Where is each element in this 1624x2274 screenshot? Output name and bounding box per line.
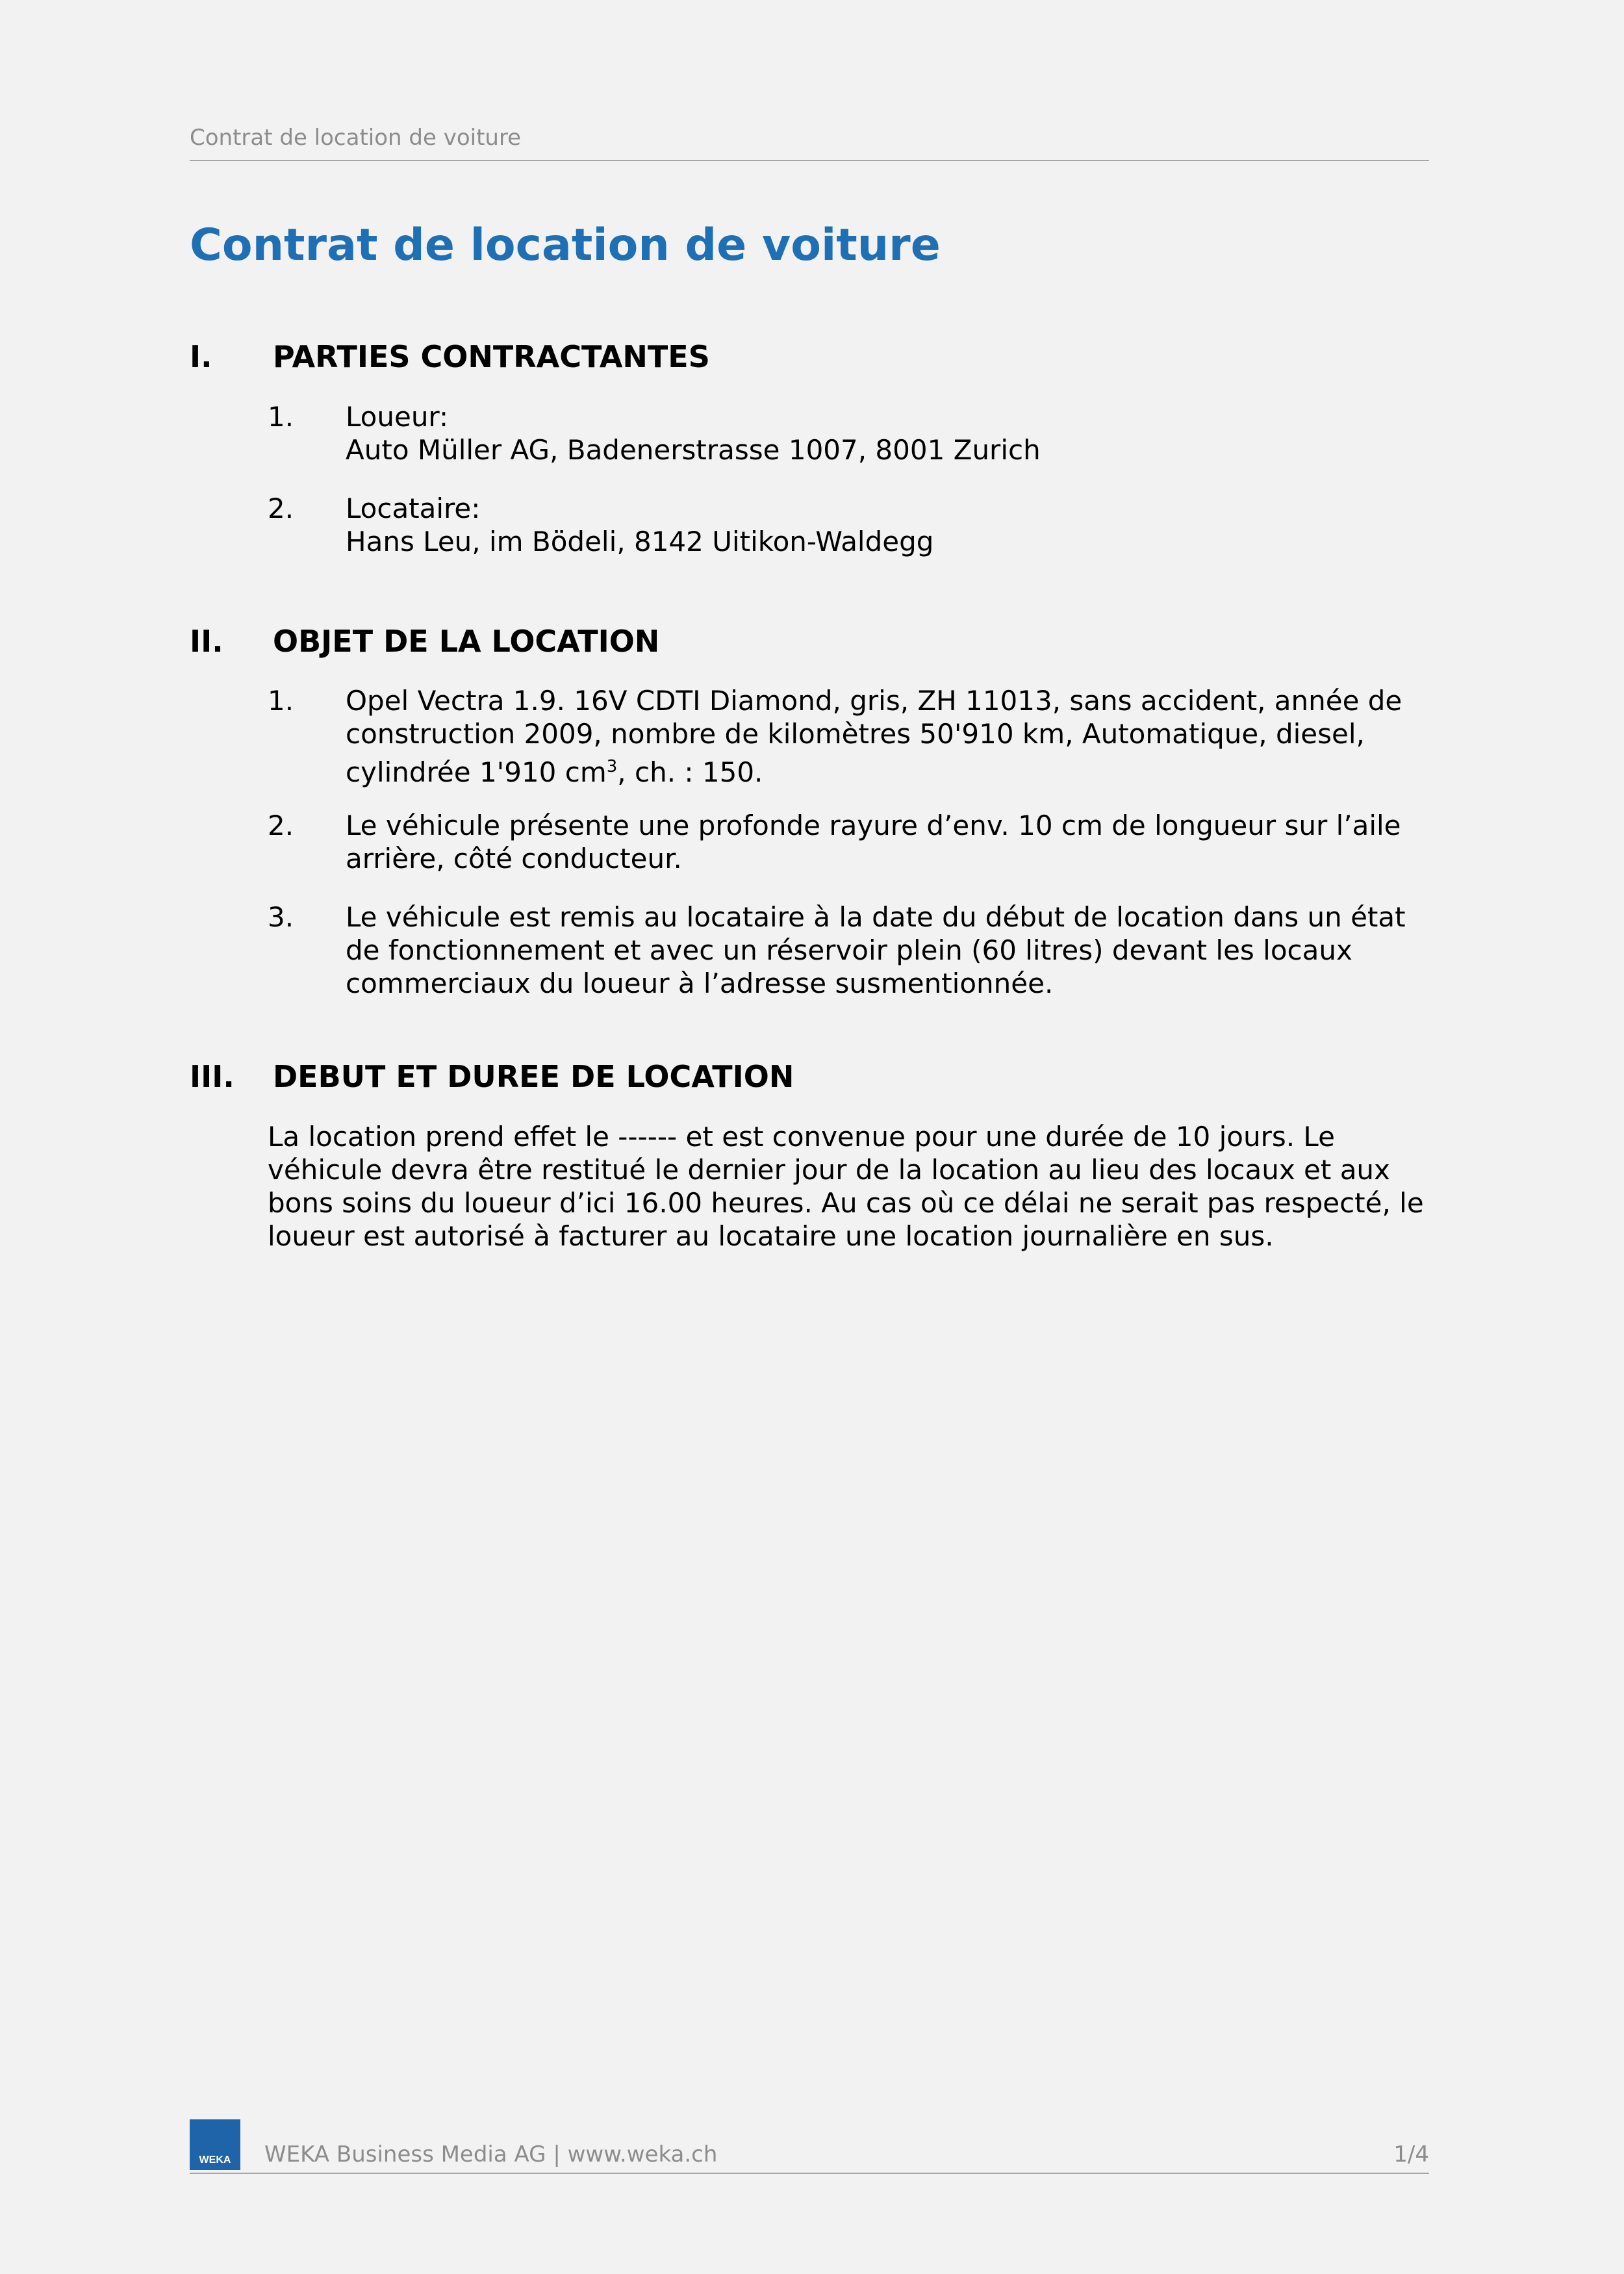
item-number: 3. bbox=[268, 901, 294, 933]
item-text: Opel Vectra 1.9. 16V CDTI Diamond, gris, ZH 11013, sans accident, année de construction 2009, nombre de kilomètres 50'910 km, Automatique, diesel, cylindrée 1'910 $cm^3$, ch. : 150. bbox=[346, 685, 1402, 788]
section-heading-2 bbox=[190, 624, 659, 659]
item-label: Loueur: bbox=[346, 401, 449, 433]
item-number: 2. bbox=[268, 492, 294, 524]
item-label: Locataire: bbox=[346, 492, 481, 524]
item-number: 2. bbox=[268, 810, 294, 841]
superscript: 3 bbox=[606, 757, 618, 776]
running-header: Contrat de location de voiture bbox=[190, 125, 1429, 161]
page-footer bbox=[190, 2119, 1429, 2174]
item-value: Auto Müller AG, Badenerstrasse 1007, 8001 Zurich bbox=[346, 434, 1041, 466]
page-number: 1/4 bbox=[1393, 2141, 1429, 2167]
section-heading-1 bbox=[190, 339, 710, 374]
weka-logo bbox=[190, 2119, 240, 2170]
item-number: 1. bbox=[268, 685, 294, 717]
list-item bbox=[268, 684, 1437, 789]
logo-text: WEKA bbox=[199, 2154, 231, 2165]
list-item bbox=[268, 901, 1437, 1000]
item-text: Le véhicule est remis au locataire à la date du début de location dans un état de fonctionnement et avec un réservoir plein (60 litres) devant les locaux commerciaux du loueur à l’adresse susmentionnée. bbox=[346, 901, 1406, 999]
section-number: III. bbox=[190, 1059, 235, 1094]
section-heading-3 bbox=[190, 1059, 794, 1094]
item-number: 1. bbox=[268, 401, 294, 433]
list-item bbox=[268, 809, 1437, 875]
publisher-info: WEKA Business Media AG | www.weka.ch bbox=[264, 2141, 718, 2167]
section-number: II. bbox=[190, 624, 223, 659]
section-title: DEBUT ET DUREE DE LOCATION bbox=[273, 1059, 794, 1094]
section-paragraph: La location prend effet le ------ et est convenue pour une durée de 10 jours. Le véhicule devra être restitué le dernier jour de la location au lieu des locaux et aux bons soins du loueur d’ici 16.00 heures. Au cas où ce délai ne serait pas respecté, le loueur est autorisé à facturer au locataire une location journalière en sus. bbox=[268, 1121, 1424, 1252]
section-number: I. bbox=[190, 339, 212, 374]
section-title: OBJET DE LA LOCATION bbox=[273, 624, 660, 659]
list-item bbox=[268, 400, 1437, 466]
document-title: Contrat de location de voiture bbox=[190, 220, 941, 271]
item-value: Hans Leu, im Bödeli, 8142 Uitikon-Waldegg bbox=[346, 526, 934, 557]
list-item bbox=[268, 492, 1437, 558]
item-text: Le véhicule présente une profonde rayure d’env. 10 cm de longueur sur l’aile arrière, côté conducteur. bbox=[346, 810, 1401, 875]
section-title: PARTIES CONTRACTANTES bbox=[273, 339, 710, 374]
